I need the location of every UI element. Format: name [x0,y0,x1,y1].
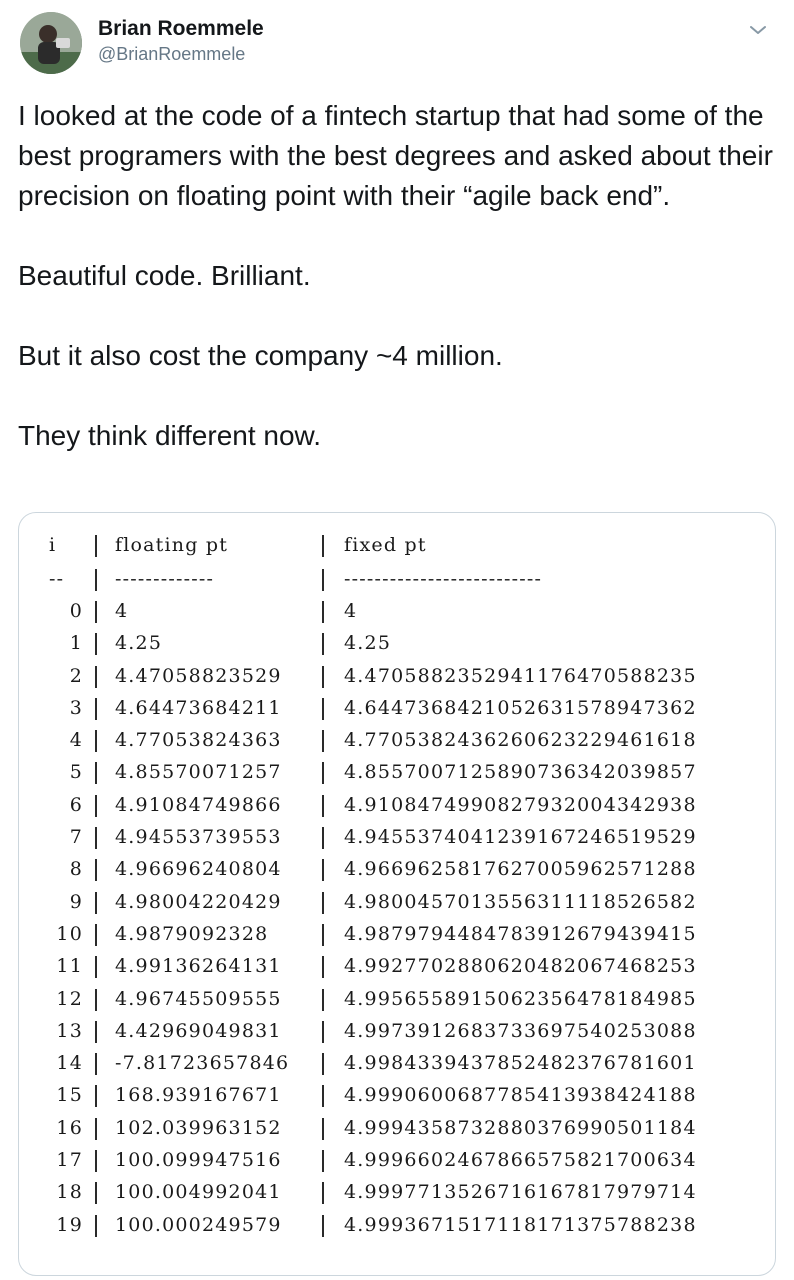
column-divider [95,762,97,784]
fixed-pt-value: 4.7705382436260623229461618 [344,729,697,752]
floating-pt-value: 4.91084749866 [115,793,282,816]
row-index: 8 [69,858,83,881]
fixed-pt-value: 4.9800457013556311118526582 [344,890,697,913]
fixed-pt-value: 4.9927702880620482067468253 [344,955,697,978]
column-divider [95,924,97,946]
row-index: 14 [56,1052,83,1075]
column-divider [95,698,97,720]
fixed-pt-value: 4.9984339437852482376781601 [344,1052,697,1075]
fixed-pt-value: 4.8557007125890736342039857 [344,761,697,784]
column-divider [322,698,324,720]
column-divider [322,1215,324,1237]
column-divider [322,924,324,946]
column-divider [322,569,324,591]
separator-i: -- [49,568,65,590]
fixed-pt-value: 4.25 [344,632,392,655]
floating-pt-value: 4.47058823529 [115,664,282,687]
tweet-text [18,96,778,456]
column-divider [322,956,324,978]
row-index: 5 [69,761,83,784]
tweet-paragraph: Beautiful code. Brilliant. [18,260,311,291]
fixed-pt-value: 4.9997713526716167817979714 [344,1181,697,1204]
profile-photo-icon [20,12,82,74]
floating-pt-value: 4.25 [115,632,163,655]
fixed-pt-value: 4.9108474990827932004342938 [344,793,697,816]
column-divider [95,1182,97,1204]
row-index: 3 [69,696,83,719]
column-divider [95,1215,97,1237]
floating-pt-value: 4.64473684211 [115,696,282,719]
column-divider [95,1118,97,1140]
row-index: 0 [69,600,83,622]
fixed-pt-value: 4.4705882352941176470588235 [344,664,697,687]
row-index: 7 [69,826,83,849]
column-divider [95,1021,97,1043]
separator-floating: ------------- [115,568,215,590]
fixed-pt-value: 4.9993671517118171375788238 [344,1213,697,1236]
floating-pt-value: 4.42969049831 [115,1019,282,1042]
floating-pt-value: 4.98004220429 [115,890,282,913]
column-divider [322,859,324,881]
row-index: 12 [56,987,83,1010]
column-divider [322,989,324,1011]
row-index: 11 [56,955,83,978]
row-index: 4 [69,729,83,752]
row-index: 19 [56,1213,83,1236]
column-divider [322,730,324,752]
fixed-pt-value: 4.9879794484783912679439415 [344,922,697,945]
row-index: 15 [56,1084,83,1107]
fixed-pt-value: 4 [344,600,358,622]
column-divider [95,535,97,557]
column-header-i: i [49,534,57,556]
column-divider [95,892,97,914]
row-index: 18 [56,1181,83,1204]
floating-pt-value: 100.004992041 [115,1181,282,1204]
row-index: 17 [56,1149,83,1172]
user-handle[interactable]: @BrianRoemmele [98,44,246,64]
floating-pt-value: 4.9879092328 [115,922,269,945]
tweet-paragraph: They think different now. [18,420,321,451]
row-index: 10 [56,922,83,945]
floating-pt-value: 4.77053824363 [115,729,282,752]
display-name[interactable]: Brian Roemmele [98,17,264,40]
tweet-paragraph: I looked at the code of a fintech startup that had some of the best programers with the best degrees and asked about their precision on floating point with their “agile back end”. [18,100,773,211]
floating-pt-value: 4.96696240804 [115,858,282,881]
column-divider [322,535,324,557]
row-index: 13 [56,1019,83,1042]
fixed-pt-value: 4.9996602467866575821700634 [344,1149,697,1172]
column-divider [322,601,324,623]
column-divider [322,1053,324,1075]
row-index: 9 [69,890,83,913]
column-divider [95,1150,97,1172]
column-divider [322,1182,324,1204]
fixed-pt-value: 4.9455374041239167246519529 [344,826,697,849]
column-header-floating: floating pt [115,534,229,556]
column-divider [95,730,97,752]
floating-pt-value: 102.039963152 [115,1116,282,1139]
floating-pt-value: 100.000249579 [115,1213,282,1236]
row-index: 16 [56,1116,83,1139]
column-divider [95,666,97,688]
column-divider [322,1085,324,1107]
floating-pt-value: -7.81723657846 [115,1052,290,1075]
fixed-pt-value: 4.9990600687785413938424188 [344,1084,697,1107]
attached-image-card[interactable] [18,512,776,1276]
column-divider [322,1118,324,1140]
separator-fixed: -------------------------- [344,568,543,590]
column-divider [322,1150,324,1172]
floating-pt-value: 4.99136264131 [115,955,282,978]
chevron-down-icon[interactable] [746,18,770,42]
row-index: 6 [69,793,83,816]
row-index: 2 [69,664,83,687]
column-divider [95,956,97,978]
floating-pt-value: 4.94553739553 [115,826,282,849]
floating-pt-value: 168.939167671 [115,1084,282,1107]
fixed-pt-value: 4.9956558915062356478184985 [344,987,697,1010]
fixed-pt-value: 4.9973912683733697540253088 [344,1019,697,1042]
column-divider [95,601,97,623]
tweet-header [18,10,778,80]
floating-pt-value: 4.85570071257 [115,761,282,784]
floating-pt-value: 4 [115,600,129,622]
column-divider [95,1085,97,1107]
column-divider [322,827,324,849]
column-divider [322,633,324,655]
author-block [98,16,264,66]
column-divider [95,569,97,591]
column-divider [322,666,324,688]
fixed-pt-value: 4.9994358732880376990501184 [344,1116,697,1139]
column-divider [322,762,324,784]
row-index: 1 [69,632,83,655]
column-divider [95,633,97,655]
column-header-fixed: fixed pt [344,534,427,556]
column-divider [95,859,97,881]
column-divider [95,795,97,817]
floating-pt-value: 100.099947516 [115,1149,282,1172]
tweet-paragraph: But it also cost the company ~4 million. [18,340,503,371]
column-divider [95,827,97,849]
column-divider [95,1053,97,1075]
column-divider [95,989,97,1011]
fixed-pt-value: 4.6447368421052631578947362 [344,696,697,719]
column-divider [322,795,324,817]
column-divider [322,892,324,914]
avatar[interactable] [20,12,82,74]
fixed-pt-value: 4.9669625817627005962571288 [344,858,697,881]
floating-pt-value: 4.96745509555 [115,987,282,1010]
column-divider [322,1021,324,1043]
